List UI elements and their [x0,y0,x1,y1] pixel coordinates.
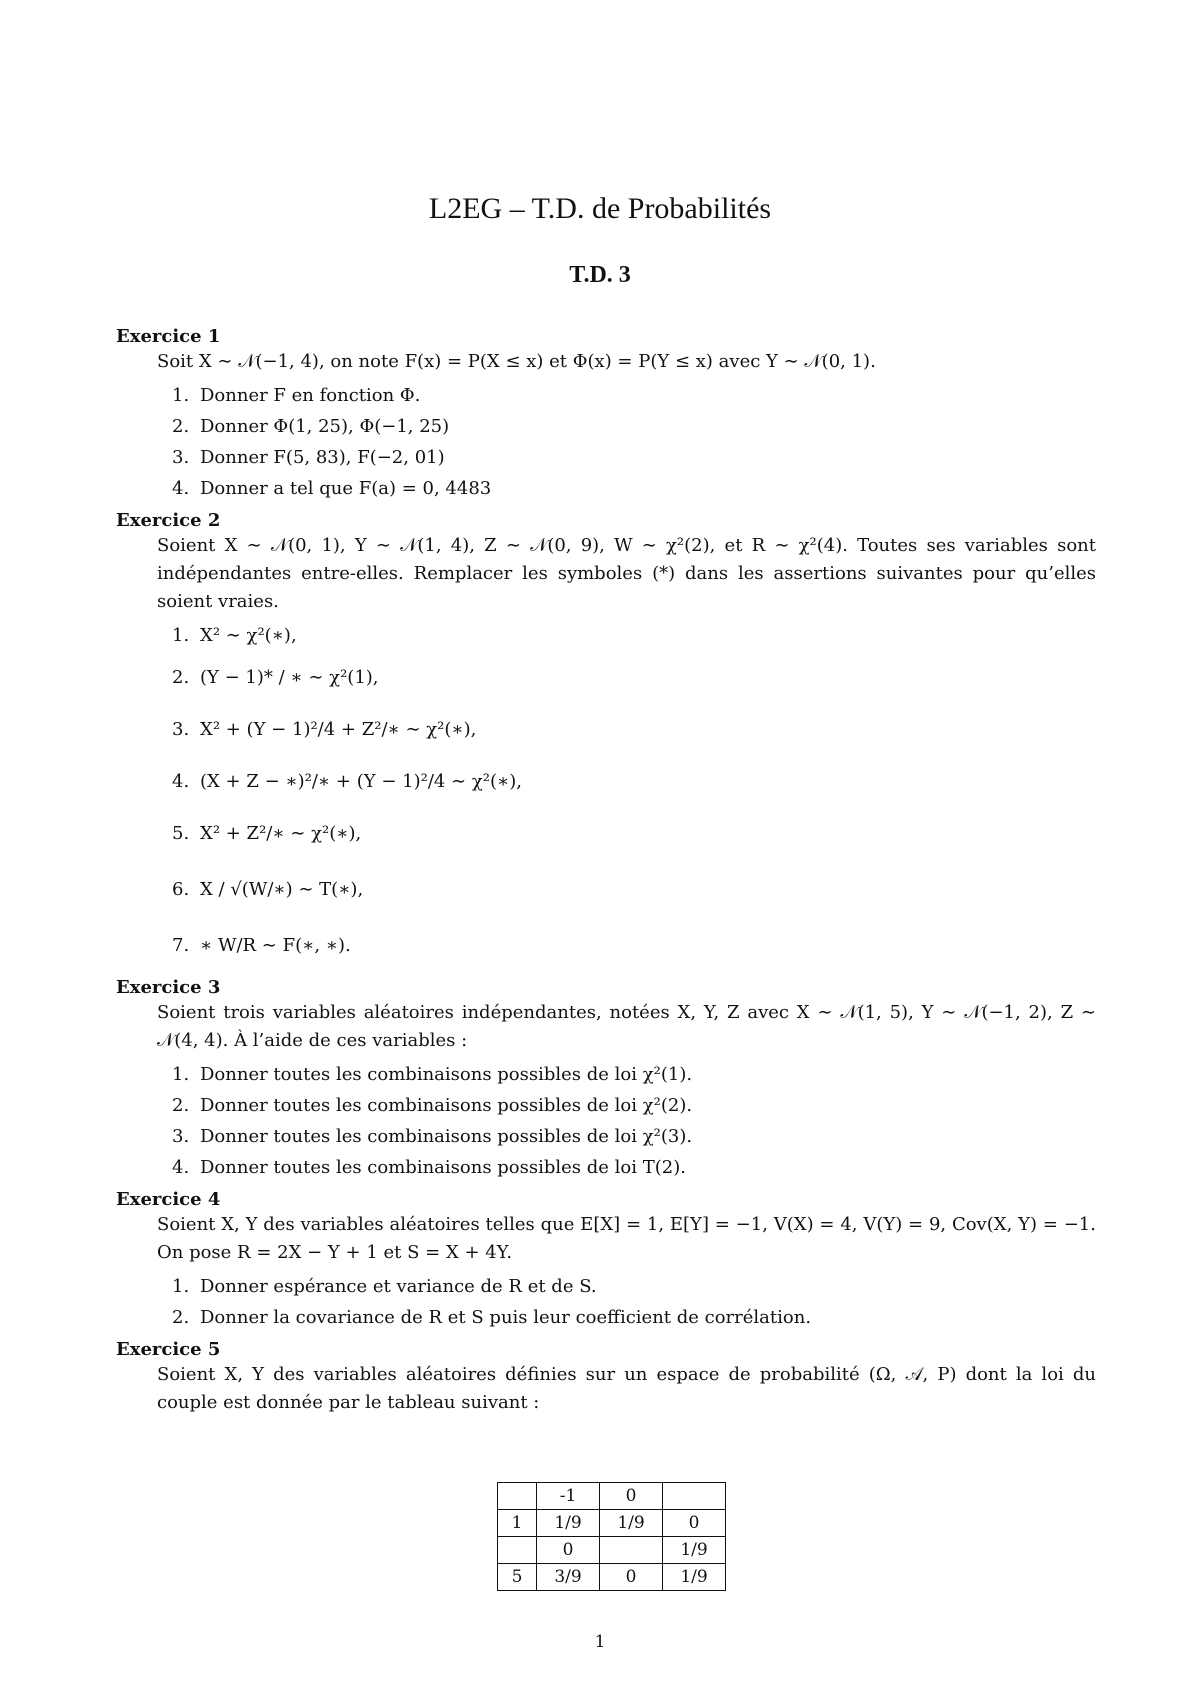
question-item: 3. Donner toutes les combinaisons possibles de loi χ²(3). [172,1121,1096,1152]
question-text: X² + (Y − 1)²/4 + Z²/∗ ∼ χ²(∗), [200,718,477,740]
question-item: 4. Donner toutes les combinaisons possibles de loi T(2). [172,1152,1096,1183]
question-item: 3. Donner F(5, 83), F(−2, 01) [172,442,1096,473]
question-text: Donner Φ(1, 25), Φ(−1, 25) [200,416,450,437]
table-cell [498,1537,537,1564]
exercise-3 [116,977,1096,1183]
exercise-2 [116,510,1096,971]
question-item: 2. Donner Φ(1, 25), Φ(−1, 25) [172,411,1096,442]
table-cell [663,1483,726,1510]
table-row [498,1483,726,1510]
question-item: 1. Donner toutes les combinaisons possibles de loi χ²(1). [172,1059,1096,1090]
exercise-title: Exercice 2 [116,510,221,531]
question-item: 5. X² + Z²/∗ ∼ χ²(∗), [172,807,1096,859]
table-cell: 1/9 [663,1564,726,1591]
question-item: 3. X² + (Y − 1)²/4 + Z²/∗ ∼ χ²(∗), [172,703,1096,755]
table-cell: 3/9 [537,1564,600,1591]
table-cell: 0 [537,1537,600,1564]
question-text: X² + Z²/∗ ∼ χ²(∗), [200,822,362,844]
table-cell: 1 [498,1510,537,1537]
question-text: X / √(W/∗) ∼ T(∗), [200,878,364,900]
exercises-container [116,320,1096,1417]
question-text: Donner toutes les combinaisons possibles de loi χ²(2). [200,1095,693,1116]
question-item: 2. (Y − 1)* / ∗ ∼ χ²(1), [172,651,1096,703]
question-item: 1. Donner F en fonction Φ. [172,380,1096,411]
question-text: Donner F(5, 83), F(−2, 01) [200,447,445,468]
question-text: (Y − 1)* / ∗ ∼ χ²(1), [200,666,379,688]
exercise-5 [116,1339,1096,1417]
question-text: (X + Z − ∗)²/∗ + (Y − 1)²/4 ∼ χ²(∗), [200,770,522,792]
exercise-title: Exercice 3 [116,977,221,998]
exercise-intro: Soient trois variables aléatoires indépendantes, notées X, Y, Z avec X ∼ 𝒩(1, 5), Y ∼ 𝒩(−1, 2), Z ∼ 𝒩(4, 4). À l’aide de ces variables : [157,1002,1096,1051]
table-row [498,1564,726,1591]
question-text: Donner toutes les combinaisons possibles de loi χ²(1). [200,1064,693,1085]
question-list [116,1271,1096,1333]
exercise-intro: Soient X, Y des variables aléatoires définies sur un espace de probabilité (Ω, 𝒜, P) dont la loi du couple est donnée par le tableau suivant : [157,1364,1096,1413]
question-list [116,1059,1096,1183]
table-cell: 1/9 [537,1510,600,1537]
question-item: 1. X² ∼ χ²(∗), [172,620,1096,651]
table-cell [498,1483,537,1510]
exercise-intro: Soit X ∼ 𝒩(−1, 4), on note F(x) = P(X ≤ x) et Φ(x) = P(Y ≤ x) avec Y ∼ 𝒩(0, 1). [157,351,876,372]
table-row [498,1537,726,1564]
table-cell: -1 [537,1483,600,1510]
document-subtitle: T.D. 3 [569,262,631,288]
table-cell: 0 [600,1564,663,1591]
question-item: 4. Donner a tel que F(a) = 0, 4483 [172,473,1096,504]
table-cell: 0 [663,1510,726,1537]
document-title: L2EG – T.D. de Probabilités [428,192,772,225]
question-text: Donner la covariance de R et S puis leur coefficient de corrélation. [200,1307,812,1328]
exercise-title: Exercice 4 [116,1189,221,1210]
exercise-intro: Soient X ∼ 𝒩(0, 1), Y ∼ 𝒩(1, 4), Z ∼ 𝒩(0, 9), W ∼ χ²(2), et R ∼ χ²(4). Toutes ses variables sont indépendantes entre-elles. Remplacer les symboles (*) dans les assertions suivantes pour qu’elles soient vraies. [157,535,1096,612]
exercise-title: Exercice 5 [116,1339,221,1360]
question-text: Donner espérance et variance de R et de S. [200,1276,597,1297]
question-list [116,380,1096,504]
question-text: X² ∼ χ²(∗), [200,625,297,646]
table-cell: 1/9 [663,1537,726,1564]
question-item: 4. (X + Z − ∗)²/∗ + (Y − 1)²/4 ∼ χ²(∗), [172,755,1096,807]
question-item: 1. Donner espérance et variance de R et de S. [172,1271,1096,1302]
question-text: Donner toutes les combinaisons possibles de loi χ²(3). [200,1126,693,1147]
exercise-4 [116,1189,1096,1333]
question-item: 2. Donner la covariance de R et S puis leur coefficient de corrélation. [172,1302,1096,1333]
question-item: 6. X / √(W/∗) ∼ T(∗), [172,859,1096,919]
question-list [116,620,1096,971]
question-text: ∗ W/R ∼ F(∗, ∗). [200,934,351,956]
table-cell: 0 [600,1483,663,1510]
exercise-title: Exercice 1 [116,326,221,347]
question-item: 7. ∗ W/R ∼ F(∗, ∗). [172,919,1096,971]
table-cell [600,1537,663,1564]
page-number: 1 [594,1632,606,1652]
question-text: Donner a tel que F(a) = 0, 4483 [200,478,492,499]
table-cell: 1/9 [600,1510,663,1537]
question-item: 2. Donner toutes les combinaisons possibles de loi χ²(2). [172,1090,1096,1121]
question-text: Donner toutes les combinaisons possibles de loi T(2). [200,1157,686,1178]
question-text: Donner F en fonction Φ. [200,385,421,406]
table-row [498,1510,726,1537]
joint-distribution-table [497,1482,726,1591]
table-cell: 5 [498,1564,537,1591]
exercise-1 [116,326,1096,504]
exercise-intro: Soient X, Y des variables aléatoires telles que E[X] = 1, E[Y] = −1, V(X) = 4, V(Y) = 9, Cov(X, Y) = −1. On pose R = 2X − Y + 1 et S = X + 4Y. [157,1214,1096,1263]
